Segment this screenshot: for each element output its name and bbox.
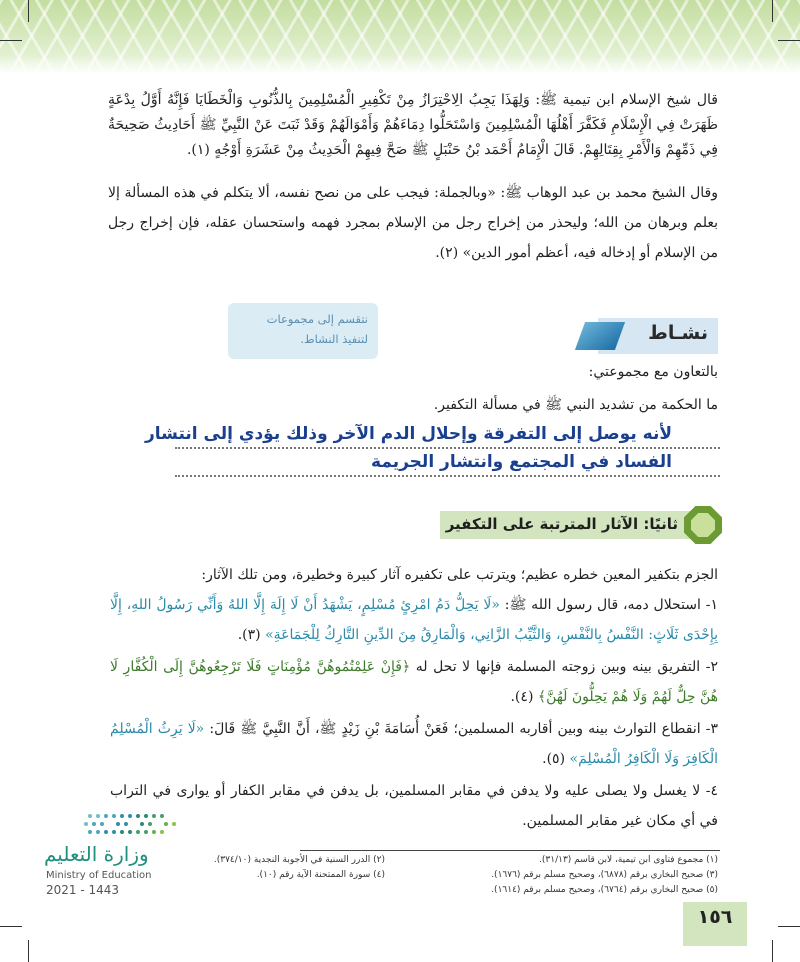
effect-item-4: ٤- لا يغسل ولا يصلى عليه ولا يدفن في مقابر المسلمين، بل يدفن في مقابر الكفار أو يوارى في التراب في أي مكان غير مقابر المسلمين. [110,783,718,829]
ibn-taymiyyah-paragraph: قال شيخ الإسلام ابن تيمية ﷺ: وَلِهَذَا يَجِبُ الِاحْتِرَازُ مِنْ تَكْفِيرِ الْمُسْلِمِينَ بِالذُّنُوبِ وَالْخَطَايَا فَإِنَّهُ أَوَّلُ بِدْعَةٍ ظَهَرَتْ فِي الْإِسْلَامِ فَكَفَّرَ أَهْلُهَا الْمُسْلِمِينَ وَاسْتَحَلُّوا دِمَاءَهُمْ وَأَمْوَالَهُمْ وَقَدْ ثَبَتَ عَنْ النَّبِيِّ ﷺ أَحَادِيثُ صَحِيحَةٌ فِي ذَمِّهِمْ وَالْأَمْرِ بِقِتَالِهِمْ. قَالَ الْإِمَامُ أَحْمَد بْنُ حَنْبَلٍ ﷺ صَحَّ فِيهِمْ الْحَدِيثُ مِنْ عَشَرَةِ أَوْجُهٍ (١). [108,92,718,158]
crop-mark [778,926,800,927]
effect-item-3-text: ٣- انقطاع التوارث بينه وبين أقاربه المسلمين؛ فَعَنْ أُسَامَةَ بْنِ زَيْدٍ ﷺ، أَنَّ النَّبِيَّ ﷺ قَالَ: [204,721,718,737]
section-heading [440,508,722,542]
hadith-quote: «لَا يَرِثُ الْمُسْلِمُ الْكَافِرَ وَلَا الْكَافِرُ الْمُسْلِمَ» [110,721,718,767]
crop-mark [0,40,22,41]
effect-item-1 [110,590,718,650]
page-number: ١٥٦ [697,906,733,928]
answer-line-2[interactable]: الفساد في المجتمع وانتشار الجريمة [371,452,672,472]
crop-mark [772,0,773,22]
quran-quote: ﴿فَإِنْ عَلِمْتُمُوهُنَّ مُؤْمِنَاتٍ فَلَا تَرْجِعُوهُنَّ إِلَى الْكُفَّارِ لَا هُنَّ حِلٌّ لَهُمْ وَلَا هُمْ يَحِلُّونَ لَهُنَّ﴾ [110,659,718,705]
section-intro: الجزم بتكفير المعين خطره عظيم؛ ويترتب على تكفيره آثار كبيرة وخطيرة، ومن تلك الآثار: [201,567,718,583]
answer-dotted-line [175,447,720,449]
footnote-4: (٤) سورة الممتحنة الآية رقم (١٠). [256,870,385,880]
effect-item-1-text: ١- استحلال دمه، قال رسول الله ﷺ: [499,597,719,613]
crop-mark [778,40,800,41]
banner-fade [0,56,800,76]
crop-mark [0,926,22,927]
footnote-3: (٣) صحيح البخاري برقم (٦٨٧٨)، وصحيح مسلم برقم (١٦٧٦). [491,870,718,880]
crop-mark [28,940,29,962]
answer-dotted-line [175,475,720,477]
footnote-divider [300,850,720,851]
effect-item-2-text: ٢- التفريق بينه وبين زوجته المسلمة فإنها لا تحل له [410,659,718,675]
ibn-abdulwahhab-paragraph: وقال الشيخ محمد بن عبد الوهاب ﷺ: «وبالجملة: فيجب على من نصح نفسه، ألا يتكلم في هذه المسألة إلا بعلم وبرهان من الله؛ وليحذر من إخراج رجل من الإسلام بمجرد فهمه واستحسان عقله، فإن إخراج رجل من الإسلام أو إدخاله فيه، أعظم أمور الدين» (٢). [108,185,718,261]
crop-mark [28,0,29,22]
footnote-5: (٥) صحيح البخاري برقم (٦٧٦٤)، وصحيح مسلم برقم (١٦١٤). [491,885,718,895]
footnote-ref: (٥). [542,751,570,767]
edition-year: 2021 - 1443 [46,883,120,897]
activity-instruction: بالتعاون مع مجموعتي: [588,364,718,380]
footnote-2: (٢) الدرر السنية في الأجوبة النجدية (٣٧٤/١٠). [213,855,385,865]
footnote-1: (١) مجموع فتاوى ابن تيمية، لابن قاسم (٣١/١٣). [539,855,718,865]
crop-mark [772,940,773,962]
footnote-ref: (٣). [237,627,266,643]
effect-item-2 [110,652,718,712]
activity-label: نشـاط [648,322,708,344]
effect-item-3 [110,714,718,774]
activity-tag [580,318,718,354]
section-title: ثانيًا: الآثار المترتبة على التكفير [445,515,678,533]
answer-line-1[interactable]: لأنه يوصل إلى التفرقة وإحلال الدم الآخر وذلك يؤدي إلى انتشار [145,424,672,444]
hadith-quote: «لَا يَحِلُّ دَمُ امْرِئٍ مُسْلِمٍ، يَشْهَدُ أَنْ لَا إِلَهَ إِلَّا اللهُ وَأَنِّي رَسُولُ اللهِ، إِلَّا بِإِحْدَى ثَلَاثٍ: النَّفْسُ بِالنَّفْسِ، وَالثَّيِّبُ الزَّانِي، وَالْمَارِقُ مِنَ الدِّينِ التَّارِكُ لِلْجَمَاعَةِ» [110,597,718,643]
ministry-name-english: Ministry of Education [46,870,152,881]
ministry-name-arabic: وزارة التعليم [44,842,149,866]
footnote-ref: (٤). [510,689,538,705]
ministry-logo-icon [82,812,182,838]
activity-question: ما الحكمة من تشديد النبي ﷺ في مسألة التكفير. [433,397,718,413]
group-note: نتقسم إلى مجموعات لتنفيذ النشاط. [228,303,378,359]
